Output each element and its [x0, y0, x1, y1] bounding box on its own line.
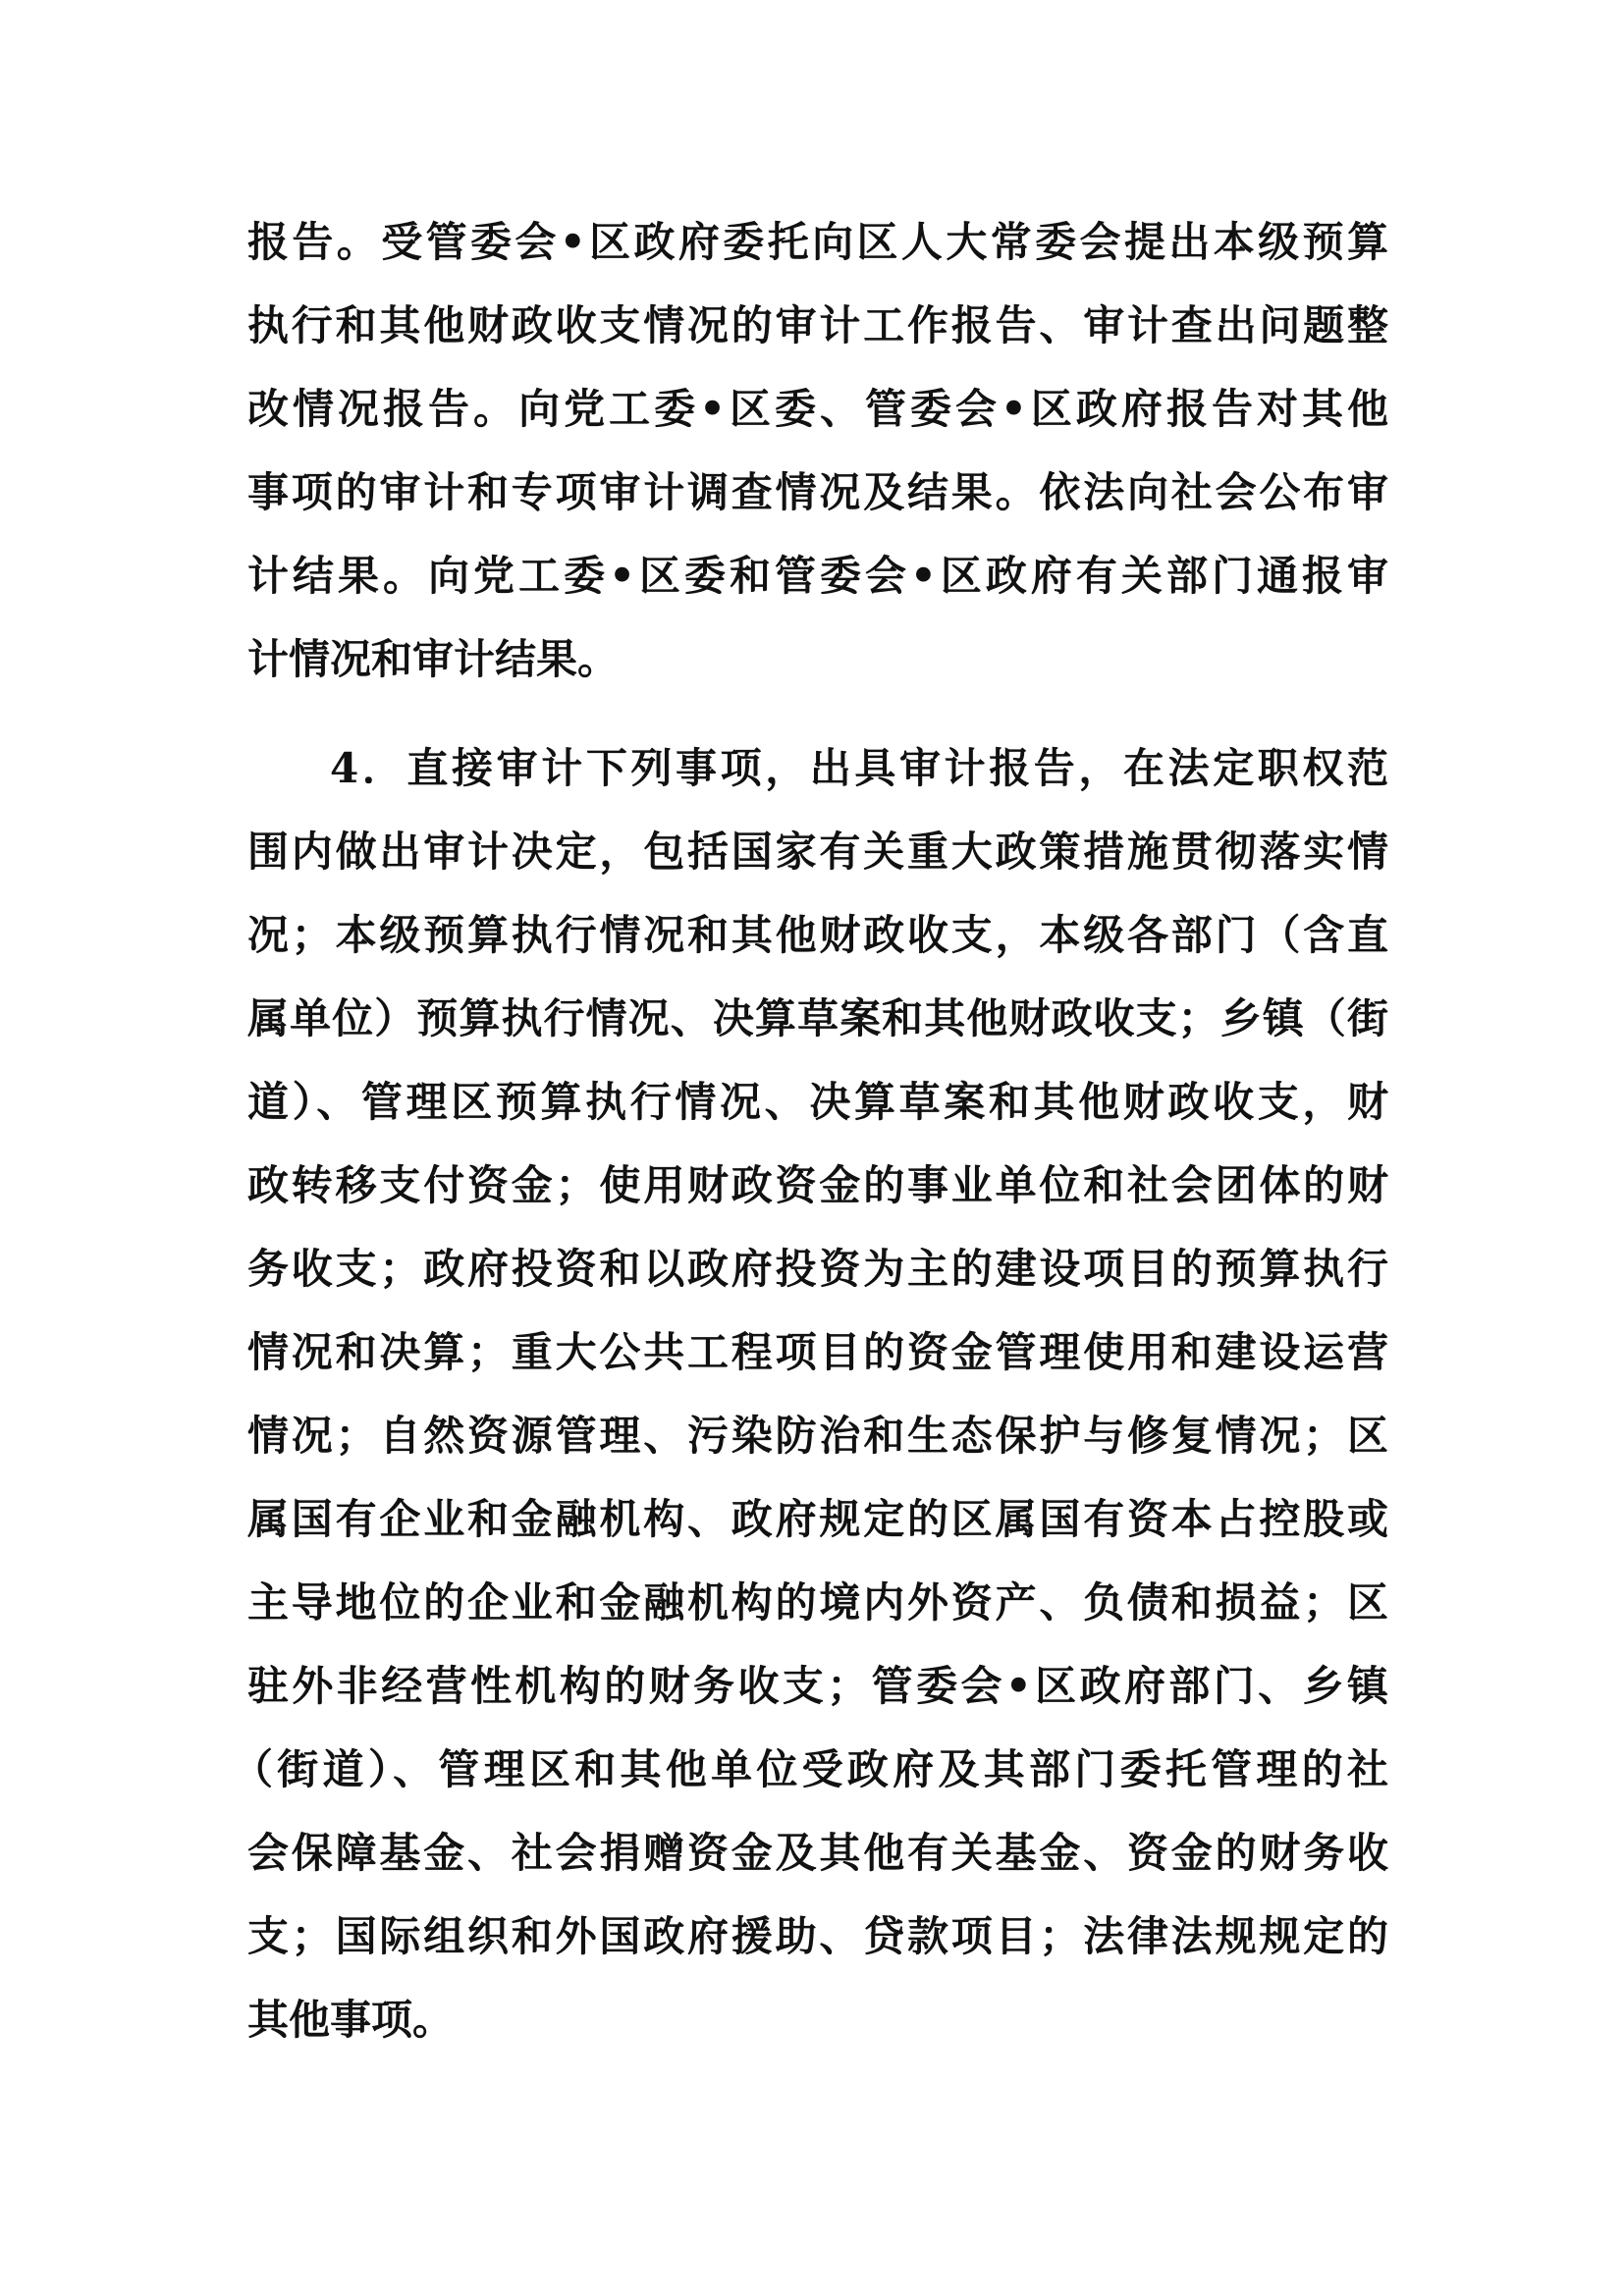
paragraph-2-line-15: 支；国际组织和外国政府援助、贷款项目；法律法规规定的: [247, 1912, 1388, 1960]
paragraph-2-line-12: 驻外非经营性机构的财务收支；管委会•区政府部门、乡镇: [247, 1662, 1388, 1710]
paragraph-2-line-9: 情况；自然资源管理、污染防治和生态保护与修复情况；区: [247, 1412, 1388, 1460]
paragraph-1-line-2: 执行和其他财政收支情况的审计工作报告、审计查出问题整: [247, 301, 1388, 349]
paragraph-2-line-6: 政转移支付资金；使用财政资金的事业单位和社会团体的财: [247, 1161, 1388, 1209]
paragraph-1-line-3: 改情况报告。向党工委•区委、管委会•区政府报告对其他: [247, 385, 1388, 433]
paragraph-1-line-1: 报告。受管委会•区政府委托向区人大常委会提出本级预算: [247, 218, 1388, 266]
paragraph-2-line-1: 4．直接审计下列事项，出具审计报告，在法定职权范: [330, 744, 1388, 792]
paragraph-2-line-13: （街道）、管理区和其他单位受政府及其部门委托管理的社: [232, 1745, 1388, 1793]
paragraph-2-line-2: 围内做出审计决定，包括国家有关重大政策措施贯彻落实情: [247, 828, 1388, 876]
paragraph-2-line-4: 属单位）预算执行情况、决算草案和其他财政收支；乡镇（街: [247, 994, 1388, 1042]
paragraph-2-line-3: 况；本级预算执行情况和其他财政收支，本级各部门（含直: [247, 911, 1388, 959]
paragraph-2-line-11: 主导地位的企业和金融机构的境内外资产、负债和损益；区: [247, 1578, 1388, 1627]
paragraph-2-line-7: 务收支；政府投资和以政府投资为主的建设项目的预算执行: [247, 1245, 1388, 1293]
paragraph-2-line-5: 道）、管理区预算执行情况、决算草案和其他财政收支，财: [247, 1078, 1388, 1126]
paragraph-2-line-10: 属国有企业和金融机构、政府规定的区属国有资本占控股或: [247, 1495, 1388, 1543]
paragraph-1-line-5: 计结果。向党工委•区委和管委会•区政府有关部门通报审: [247, 552, 1388, 600]
paragraph-1-line-6: 计情况和审计结果。: [247, 635, 620, 683]
paragraph-2-line-16: 其他事项。: [247, 1996, 455, 2044]
paragraph-2-line-14: 会保障基金、社会捐赠资金及其他有关基金、资金的财务收: [247, 1829, 1388, 1877]
paragraph-2-line-8: 情况和决算；重大公共工程项目的资金管理使用和建设运营: [247, 1328, 1388, 1376]
paragraph-1-line-4: 事项的审计和专项审计调查情况及结果。依法向社会公布审: [247, 468, 1388, 516]
